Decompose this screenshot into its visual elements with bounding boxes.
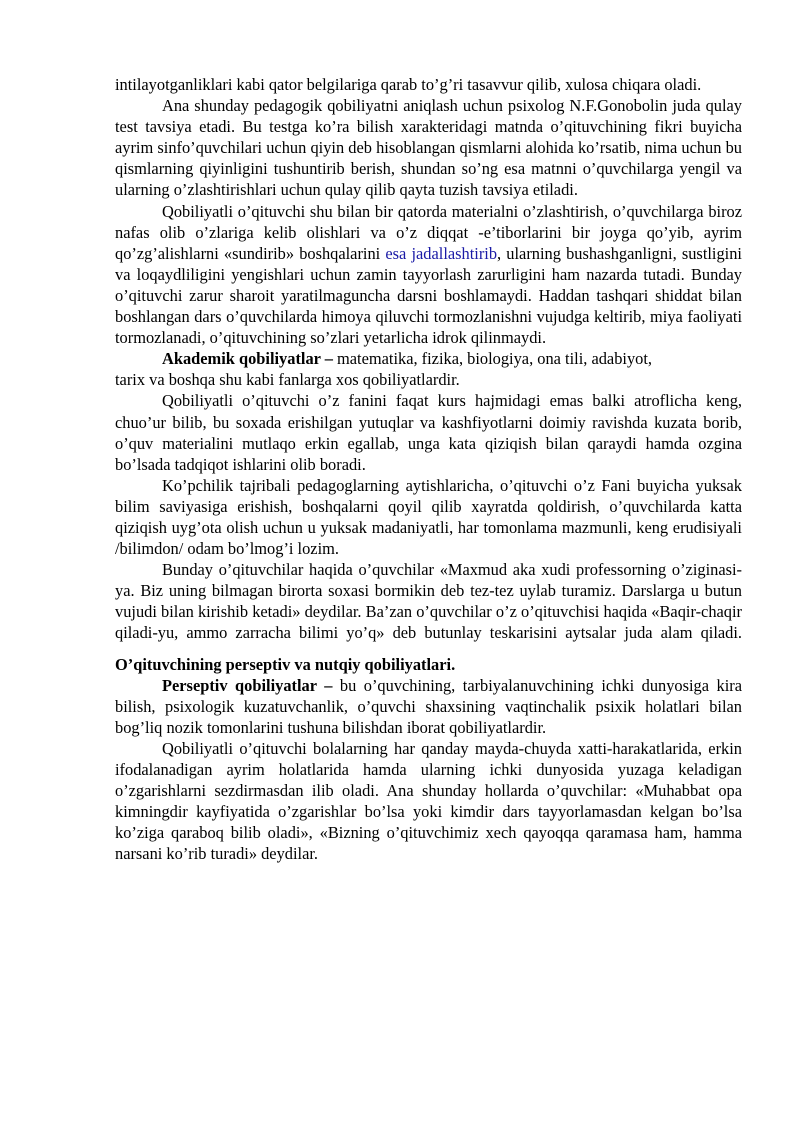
- paragraph-9: Qobiliyatli o’qituvchi bolalarning har qanday mayda-chuyda xatti-harakatlarida, erkin ifodalanadigan ayrim holatlarida hamda ularning ichki dunyosida yuzaga keladigan o’zgarishlarni sezdirmasdan ilib oladi. Ana shunday hollarda o’quvchilar: «Muhabbat opa kimningdir kayfiyatida o’zgarishlar bo’lsa yoki kimdir dars tayyorlamasdan kelgan bo’lsa ko’ziga qaraboq bilib oladi», «Bizning o’qituvchimiz xech qayoqqa qaramasa ham, hamma narsani ko’rib turadi» deydilar.: [115, 738, 742, 864]
- term-akademik-qobiliyatlar: Akademik qobiliyatlar –: [162, 349, 338, 369]
- document-page: [115, 74, 742, 864]
- paragraph-4-line-2: tarix va boshqa shu kabi fanlarga xos qobiliyatlardir.: [115, 370, 460, 390]
- paragraph-3-text-after: , ularning bushashganligni, sustligini va loqaydliligini yengishlari uchun zamin tayyorlash zarurligini ham nazarda tutadi. Bunday o’qituvchi zarur sharoit yaratilmaguncha darsni boshlamaydi. Haddan tashqari shiddat bilan boshlangan dars o’quvchilarda himoya qiluvchi tormozlanishni vujudga keltirib, miya faoliyati tormozlanadi, o’qituvchining so’zlari yetarlicha idrok qilinmaydi.: [115, 243, 742, 348]
- paragraph-8: [115, 675, 742, 738]
- paragraph-4-line-1-rest: matematika, fizika, biologiya, ona tili, adabiyot,: [337, 349, 652, 369]
- paragraph-2: Ana shunday pedagogik qobiliyatni aniqlash uchun psixolog N.F.Gonobolin juda qulay test tavsiya etadi. Bu testga ko’ra bilish xarakteridagi matnda o’qituvchining fikri buyicha ayrim sinfo’quvchilari uchun qiyin deb hisoblangan qismlarni alohida ko’rsatib, nima uchun bu qismlarning qiyinligini tushuntirib berish, shundan so’ng esa matnni o’quvchilarga yengil va ularning o’zlashtirishlari uchun qulay qilib qayta tuzish tavsiya etiladi.: [115, 96, 742, 200]
- paragraph-3: [115, 201, 742, 349]
- section-heading: O’qituvchining perseptiv va nutqiy qobiliyatlari.: [115, 654, 456, 674]
- paragraph-4-line-1: [115, 348, 742, 369]
- paragraph-5: Qobiliyatli o’qituvchi o’z fanini faqat kurs hajmidagi emas balki atroflicha keng, chuo’ur bilib, bu soxada erishilgan yutuqlar va kashfiyotlarni doimiy ravishda kuzata borib, o’quv materialini mutlaqo erkin egallab, unga kata qiziqish bilan qaraydi hamda ozgina bo’lsada tadqiqot ishlarini olib boradi.: [115, 391, 742, 474]
- paragraph-7: Bunday o’qituvchilar haqida o’quvchilar «Maxmud aka xudi professorning o’ziginasi-ya. Biz uning bilmagan birorta soxasi bormikin deb tez-tez uylab turamiz. Darslarga u butun vujudi bilan kirishib ketadi» deydilar. Ba’zan o’quvchilar o’z o’qituvchisi haqida «Baqir-chaqir qiladi-yu, ammo zarracha bilimi yo’q» deb butunlay teskarisini aytsalar juda alam qiladi.: [115, 560, 742, 643]
- highlighted-link-text[interactable]: esa jadallashtirib: [385, 243, 498, 263]
- term-perseptiv-qobiliyatlar: Perseptiv qobiliyatlar –: [162, 675, 340, 695]
- paragraph-1: intilayotganliklari kabi qator belgilariga qarab to’g’ri tasavvur qilib, xulosa chiqara oladi.: [115, 75, 702, 94]
- paragraph-3-text-before: Qobiliyatli o’qituvchi shu bilan bir qatorda materialni o’zlashtirish, o’quvchilarga biroz nafas olib o’zlariga kelib olishlari va o’z diqqat -e’tiborlarini bir joyga qo’yib, ayrim qo’zg’alishlarni «sundirib» boshqalarini: [115, 201, 742, 263]
- paragraph-8-rest: bu o’quvchining, tarbiyalanuvchining ichki dunyosiga kira bilish, psixologik kuzatuvchanlik, o’quvchi shaxsining vaqtinchalik psixik holatlari bilan bog’liq nozik tomonlarini tushuna bilishdan iborat qobiliyatlardir.: [115, 675, 742, 737]
- paragraph-6: Ko’pchilik tajribali pedagoglarning aytishlaricha, o’qituvchi o’z Fani buyicha yuksak bilim saviyasiga erishish, boshqalarni qoyil qilib xayratda qoldirish, o’quvchilarda katta qiziqish uyg’ota olish uchun u yuksak madaniyatli, har tomonlama mazmunli, keng erudisiyali /bilimdon/ odam bo’lmog’i lozim.: [115, 475, 742, 559]
